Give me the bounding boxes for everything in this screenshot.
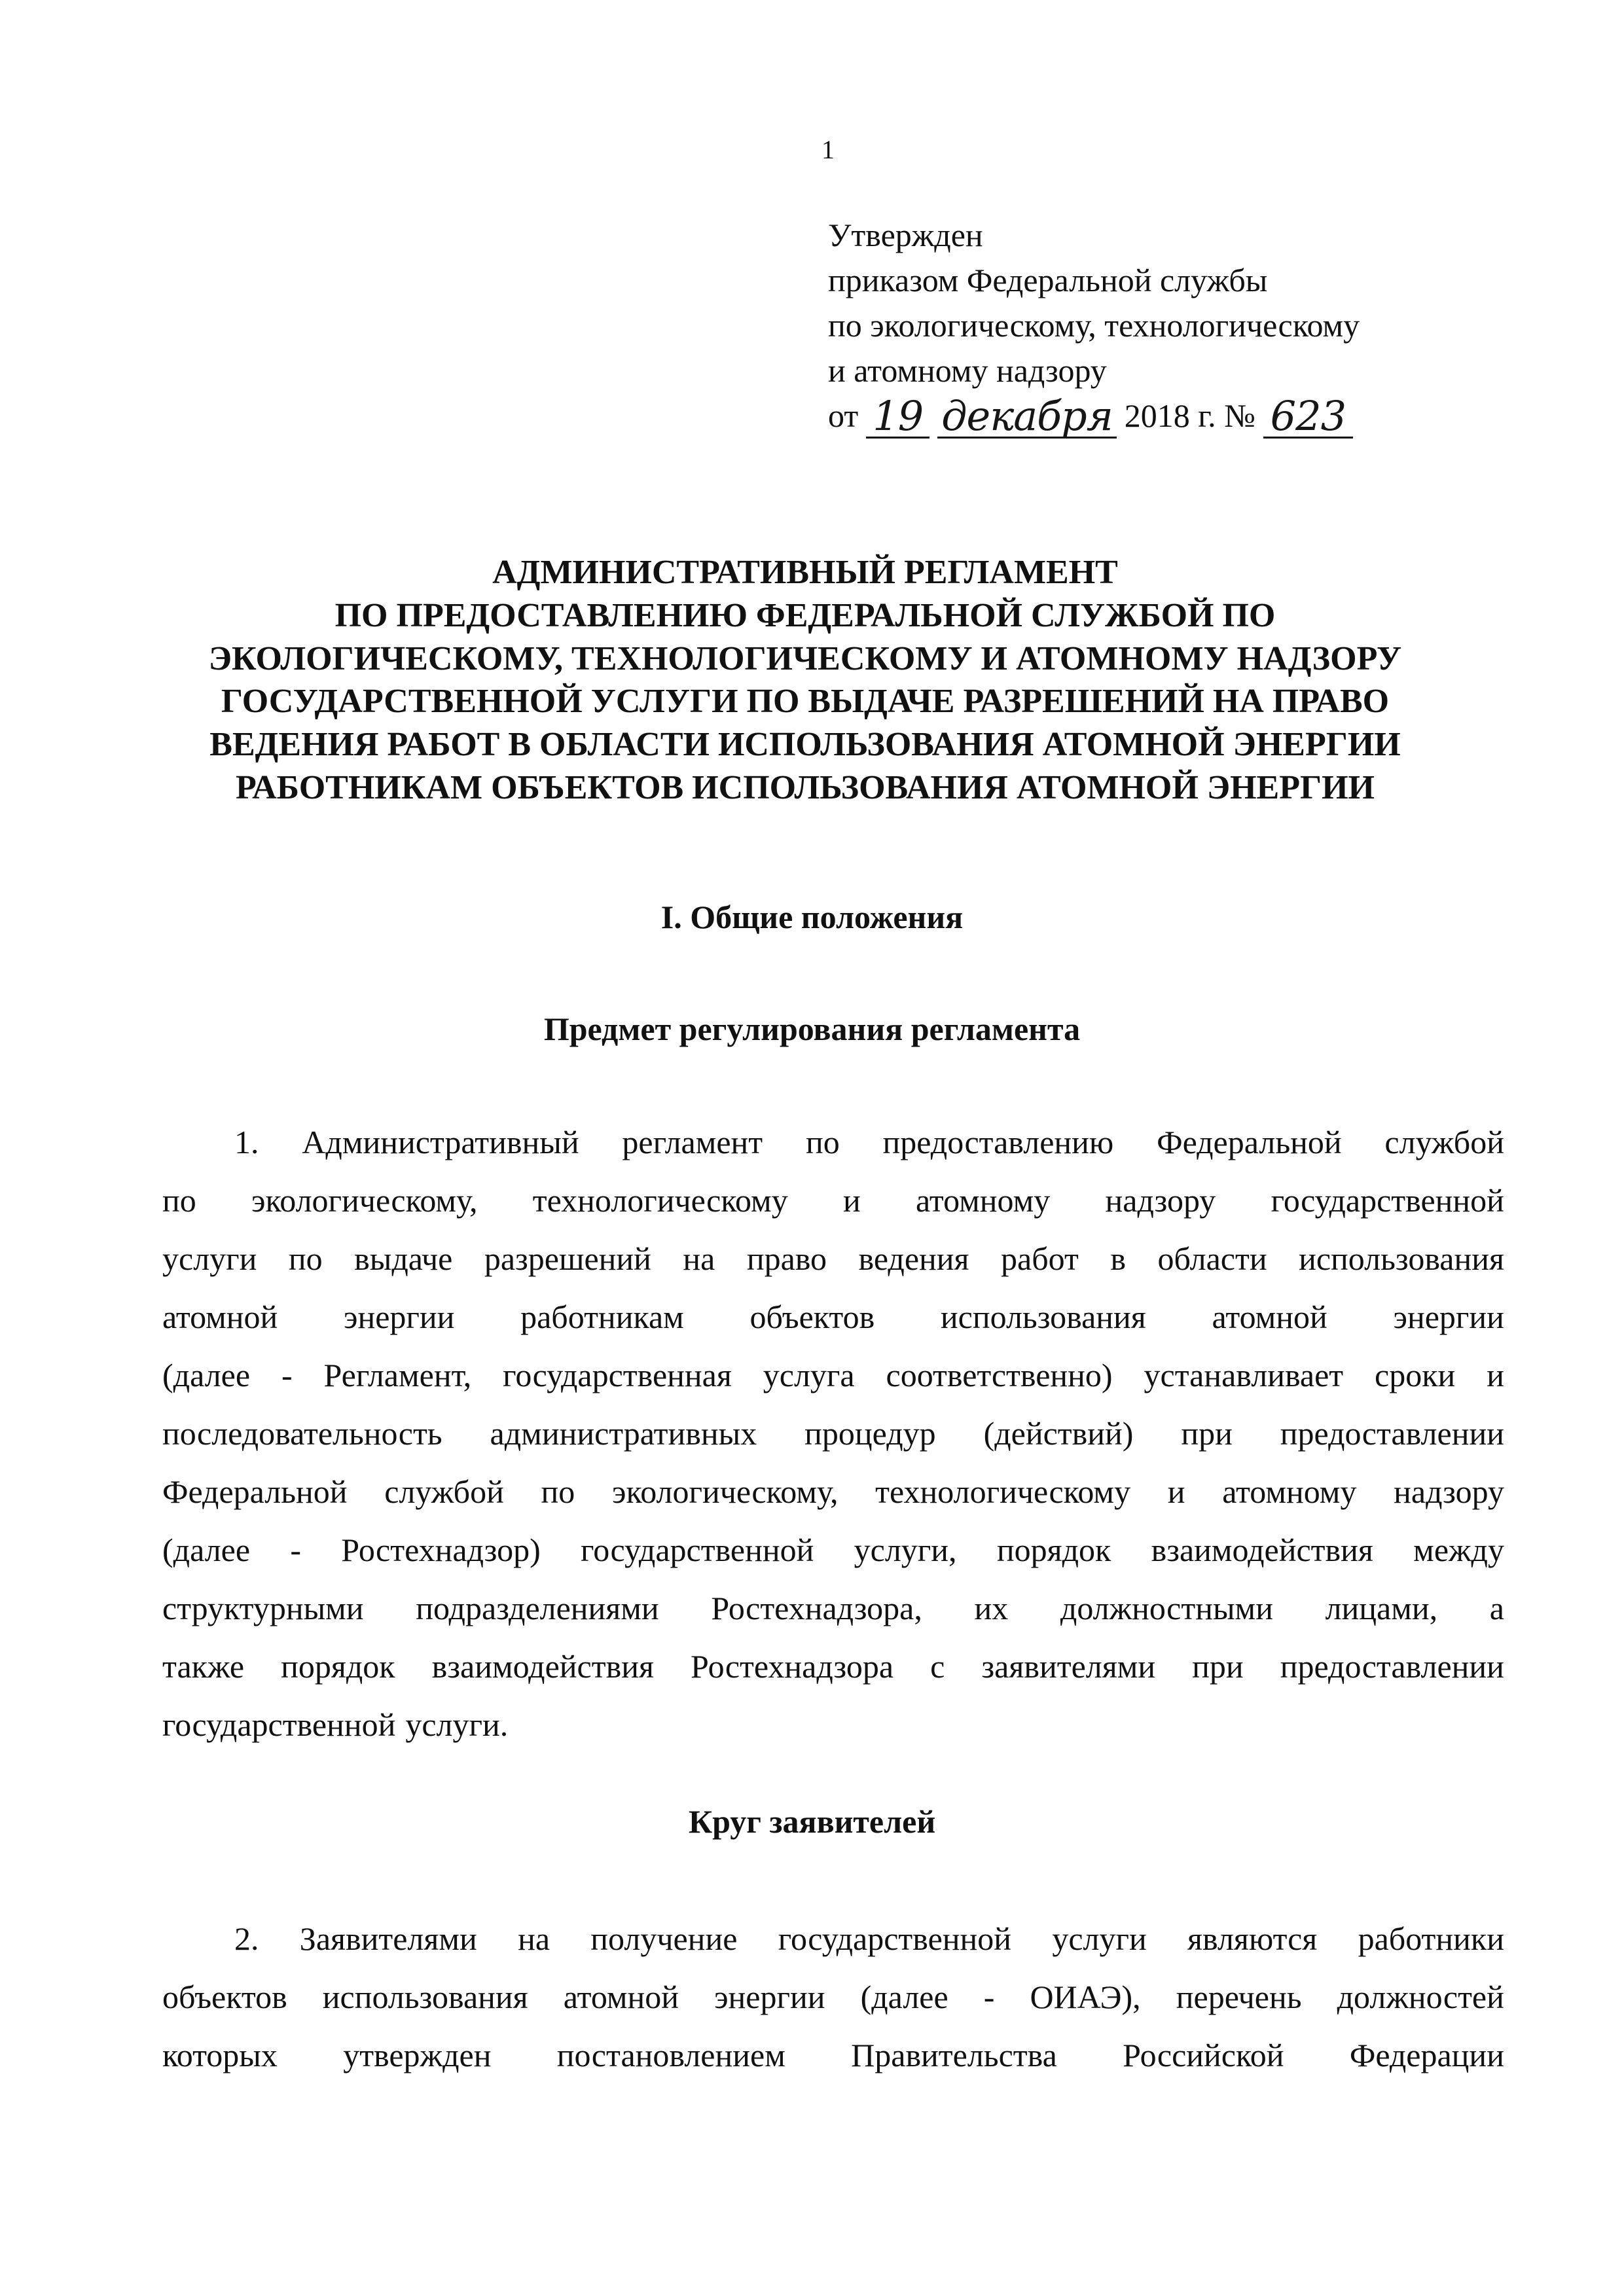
word: постановлением [556, 2037, 785, 2073]
approval-line: по экологическому, технологическому [828, 307, 1360, 344]
word: объектов [749, 1299, 875, 1335]
text-line [162, 1463, 1504, 1521]
word: процедур [804, 1415, 936, 1452]
word: - [281, 1357, 293, 1393]
word: государственная [503, 1357, 732, 1393]
word: технологическому [532, 1182, 788, 1219]
word: государственной [778, 1920, 1012, 1957]
word: должностными [1060, 1590, 1273, 1626]
word: государственной [1271, 1182, 1504, 1219]
document-title [131, 551, 1479, 810]
word: использования [322, 1979, 528, 2015]
subsection-heading: Предмет регулирования регламента [543, 1011, 1081, 1047]
title-line: ВЕДЕНИЯ РАБОТ В ОБЛАСТИ ИСПОЛЬЗОВАНИЯ АТОМНОЙ ЭНЕРГИИ [209, 726, 1401, 764]
text-line [162, 1172, 1504, 1230]
subsection-heading: Круг заявителей [688, 1803, 936, 1840]
approval-line: приказом Федеральной службы [828, 262, 1268, 298]
word: а [1489, 1590, 1504, 1626]
word: Федерации [1349, 2037, 1504, 2073]
word: в [1110, 1240, 1126, 1277]
word: и [1167, 1473, 1185, 1510]
word: атомному [1222, 1473, 1357, 1510]
word: выдаче [354, 1240, 453, 1277]
word: государственной [162, 1706, 396, 1743]
word: предоставлению [882, 1124, 1114, 1160]
word: (действий) [983, 1415, 1134, 1452]
word: перечень [1176, 1979, 1302, 2015]
word: по [162, 1182, 196, 1219]
word: использования [1299, 1240, 1504, 1277]
text-line [162, 1230, 1504, 1288]
approval-date-line [828, 393, 1360, 439]
word: технологическому [875, 1473, 1131, 1510]
word: службой [384, 1473, 504, 1510]
word: услуги. [405, 1706, 509, 1743]
text-line [162, 1696, 1504, 1754]
word: атомной [162, 1299, 278, 1335]
word: государственной [581, 1532, 814, 1568]
word: службой [1384, 1124, 1504, 1160]
word: атомному [916, 1182, 1051, 1219]
word: взаимодействия [431, 1648, 654, 1685]
text-line [162, 1288, 1504, 1346]
word: с [930, 1648, 945, 1685]
word: Федеральной [162, 1473, 348, 1510]
word: использования [940, 1299, 1146, 1335]
word: Российской [1123, 2037, 1284, 2073]
word: получение [590, 1920, 738, 1957]
paragraph-1 [162, 1113, 1504, 1754]
word: предоставлении [1280, 1415, 1504, 1452]
word: право [746, 1240, 827, 1277]
word: (далее [162, 1532, 251, 1568]
word: Заявителями [299, 1920, 477, 1957]
word: по [541, 1473, 575, 1510]
text-line [162, 1910, 1504, 1968]
word: сроки [1375, 1357, 1456, 1393]
word: Регламент, [323, 1357, 472, 1393]
word: ОИАЭ), [1030, 1979, 1141, 2015]
handwritten-month: декабря [937, 396, 1117, 439]
text-line [162, 2026, 1504, 2085]
approval-line: и атомному надзору [828, 352, 1107, 389]
word: порядок [996, 1532, 1111, 1568]
word: на [518, 1920, 550, 1957]
word: работники [1358, 1920, 1504, 1957]
word: Правительства [851, 2037, 1057, 2073]
word: работ [1001, 1240, 1079, 1277]
word: атомной [1212, 1299, 1327, 1335]
word: при [1181, 1415, 1233, 1452]
word: услуги [1052, 1920, 1147, 1957]
word: которых [162, 2037, 278, 2073]
word: последовательность [162, 1415, 442, 1452]
title-line: ЭКОЛОГИЧЕСКОМУ, ТЕХНОЛОГИЧЕСКОМУ И АТОМНОМУ НАДЗОРУ [208, 639, 1402, 677]
text-line [162, 1521, 1504, 1579]
word: услуги [162, 1240, 257, 1277]
handwritten-day: 19 [866, 396, 929, 439]
word: услуги, [854, 1532, 957, 1568]
word: экологическому, [251, 1182, 478, 1219]
word: области [1157, 1240, 1267, 1277]
word: надзору [1394, 1473, 1504, 1510]
word: энергии [714, 1979, 825, 2015]
word: объектов [162, 1979, 287, 2015]
word: заявителями [981, 1648, 1156, 1685]
text-line [162, 1968, 1504, 2026]
title-line: АДМИНИСТРАТИВНЫЙ РЕГЛАМЕНТ [492, 554, 1118, 591]
approval-line: Утвержден [828, 217, 983, 253]
handwritten-order-number: 623 [1263, 396, 1353, 439]
word: по [805, 1124, 840, 1160]
word: должностей [1337, 1979, 1504, 2015]
text-line [162, 1638, 1504, 1696]
word: их [974, 1590, 1009, 1626]
word: предоставлении [1280, 1648, 1504, 1685]
text-line [162, 1405, 1504, 1463]
title-line: ГОСУДАРСТВЕННОЙ УСЛУГИ ПО ВЫДАЧЕ РАЗРЕШЕНИЙ НА ПРАВО [221, 683, 1390, 721]
word: и [1487, 1357, 1504, 1393]
word: подразделениями [416, 1590, 659, 1626]
word: между [1413, 1532, 1504, 1568]
word: экологическому, [611, 1473, 839, 1510]
word: - [983, 1979, 995, 2015]
word: утвержден [343, 2037, 492, 2073]
word: разрешений [484, 1240, 651, 1277]
word: лицами, [1325, 1590, 1438, 1626]
section-heading: I. Общие положения [660, 899, 964, 935]
approval-block [828, 213, 1360, 439]
word: атомной [563, 1979, 679, 2015]
word: 1. [234, 1124, 259, 1160]
word: Федеральной [1157, 1124, 1342, 1160]
word: соответственно) [886, 1357, 1113, 1393]
word: порядок [281, 1648, 395, 1685]
word: услуга [763, 1357, 855, 1393]
paragraph-2 [162, 1910, 1504, 2085]
word: (далее [162, 1357, 251, 1393]
word: энергии [343, 1299, 455, 1335]
word: и [842, 1182, 861, 1219]
word: Ростехнадзора, [711, 1590, 922, 1626]
word: Ростехнадзора [691, 1648, 894, 1685]
word: Административный [302, 1124, 579, 1160]
text-line [162, 1113, 1504, 1172]
word: энергии [1393, 1299, 1504, 1335]
text-line [162, 1579, 1504, 1638]
word: на [683, 1240, 715, 1277]
word: регламент [622, 1124, 763, 1160]
word: надзору [1105, 1182, 1216, 1219]
word: устанавливает [1144, 1357, 1344, 1393]
title-line: ПО ПРЕДОСТАВЛЕНИЮ ФЕДЕРАЛЬНОЙ СЛУЖБОЙ ПО [334, 596, 1276, 634]
year-text: 2018 г. № [1124, 397, 1255, 434]
word: работникам [520, 1299, 684, 1335]
word: (далее [860, 1979, 948, 2015]
date-prefix: от [828, 397, 859, 434]
word: являются [1187, 1920, 1318, 1957]
word: 2. [234, 1920, 259, 1957]
word: - [290, 1532, 301, 1568]
word: структурными [162, 1590, 364, 1626]
word: взаимодействия [1151, 1532, 1373, 1568]
text-line [162, 1346, 1504, 1405]
word: Ростехнадзор) [341, 1532, 541, 1568]
word: по [288, 1240, 323, 1277]
word: административных [490, 1415, 757, 1452]
word: также [162, 1648, 245, 1685]
title-line: РАБОТНИКАМ ОБЪЕКТОВ ИСПОЛЬЗОВАНИЯ АТОМНОЙ ЭНЕРГИИ [236, 768, 1375, 806]
page-number: 1 [821, 135, 835, 164]
word: ведения [858, 1240, 969, 1277]
word: при [1192, 1648, 1244, 1685]
